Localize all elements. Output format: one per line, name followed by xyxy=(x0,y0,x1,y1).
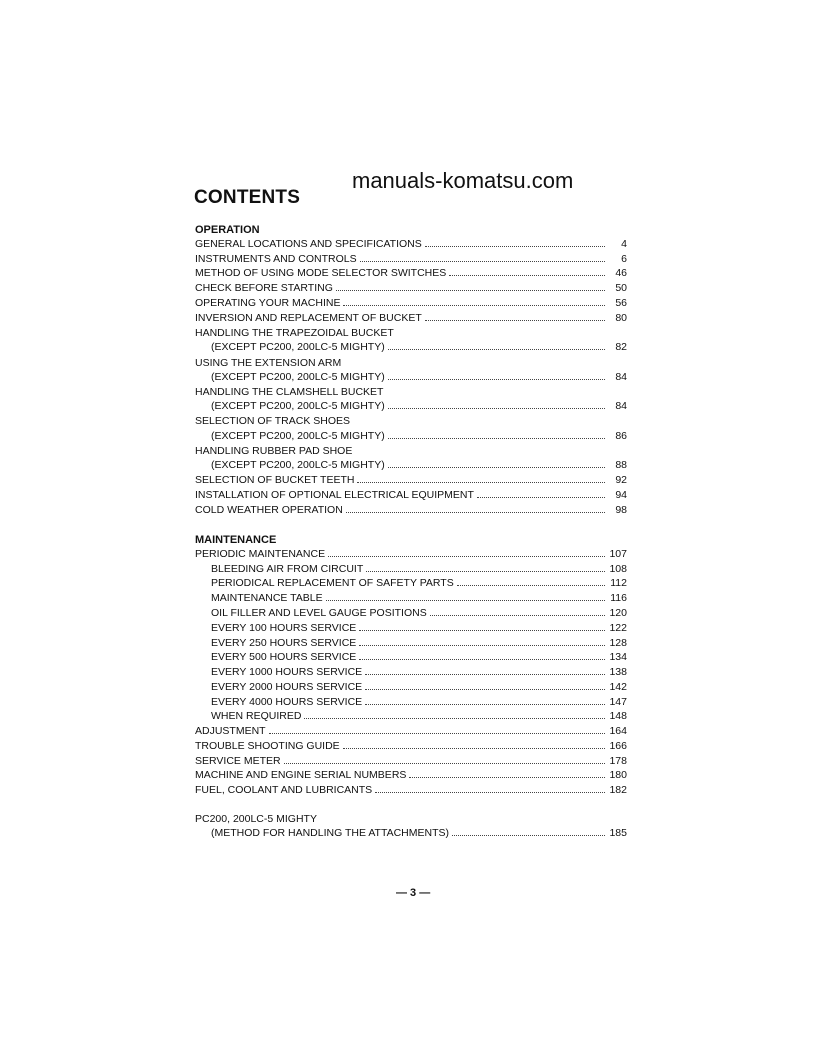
leader-dots xyxy=(388,467,605,468)
entry-text: (EXCEPT PC200, 200LC-5 MIGHTY) xyxy=(211,430,385,442)
entry-text: USING THE EXTENSION ARM xyxy=(195,357,342,369)
entry-text: SELECTION OF BUCKET TEETH xyxy=(195,474,355,486)
leader-dots xyxy=(359,645,605,646)
entry-page: 50 xyxy=(615,282,627,294)
attachments-heading: PC200, 200LC-5 MIGHTY xyxy=(195,813,317,825)
toc-entry xyxy=(211,576,627,590)
leader-dots xyxy=(328,556,605,557)
page-title: CONTENTS xyxy=(194,187,301,208)
entry-text: EVERY 500 HOURS SERVICE xyxy=(211,651,357,663)
entry-page: 46 xyxy=(615,267,627,279)
toc-entry xyxy=(211,458,627,472)
leader-dots xyxy=(452,835,605,836)
entry-page: 80 xyxy=(615,312,627,324)
entry-text: FUEL, COOLANT AND LUBRICANTS xyxy=(195,784,373,796)
entry-page: 148 xyxy=(609,710,627,722)
leader-dots xyxy=(477,497,605,498)
entry-page: 84 xyxy=(615,400,627,412)
entry-page: 166 xyxy=(609,740,627,752)
toc-entry xyxy=(211,562,627,576)
toc-entry xyxy=(211,621,627,635)
entry-text: COLD WEATHER OPERATION xyxy=(195,504,343,516)
toc-entry xyxy=(195,768,627,782)
toc-entry xyxy=(195,488,627,502)
leader-dots xyxy=(388,379,605,380)
entry-text: (METHOD FOR HANDLING THE ATTACHMENTS) xyxy=(211,827,450,839)
toc-entry xyxy=(195,739,627,753)
leader-dots xyxy=(269,733,605,734)
entry-text: OIL FILLER AND LEVEL GAUGE POSITIONS xyxy=(211,607,427,619)
leader-dots xyxy=(388,349,605,350)
entry-text: SERVICE METER xyxy=(195,755,281,767)
leader-dots xyxy=(425,320,605,321)
leader-dots xyxy=(359,630,605,631)
leader-dots xyxy=(359,659,605,660)
leader-dots xyxy=(425,246,605,247)
entry-text: INVERSION AND REPLACEMENT OF BUCKET xyxy=(195,312,422,324)
entry-text: INSTRUMENTS AND CONTROLS xyxy=(195,253,357,265)
entry-page: 164 xyxy=(609,725,627,737)
toc-entry xyxy=(211,695,627,709)
leader-dots xyxy=(457,585,605,586)
entry-text: INSTALLATION OF OPTIONAL ELECTRICAL EQUIPMENT xyxy=(195,489,474,501)
toc-entry xyxy=(195,547,627,561)
leader-dots xyxy=(365,704,605,705)
toc-entry xyxy=(195,356,627,370)
entry-text: GENERAL LOCATIONS AND SPECIFICATIONS xyxy=(195,238,422,250)
leader-dots xyxy=(336,290,605,291)
entry-page: 56 xyxy=(615,297,627,309)
entry-text: MAINTENANCE TABLE xyxy=(211,592,323,604)
entry-text: HANDLING THE CLAMSHELL BUCKET xyxy=(195,386,384,398)
entry-page: 4 xyxy=(621,238,627,250)
toc-entry xyxy=(211,591,627,605)
entry-page: 6 xyxy=(621,253,627,265)
entry-page: 122 xyxy=(609,622,627,634)
leader-dots xyxy=(304,718,605,719)
leader-dots xyxy=(449,275,605,276)
entry-text: PERIODICAL REPLACEMENT OF SAFETY PARTS xyxy=(211,577,454,589)
entry-page: 178 xyxy=(609,755,627,767)
toc-entry xyxy=(211,826,627,840)
entry-text: WHEN REQUIRED xyxy=(211,710,302,722)
leader-dots xyxy=(326,600,605,601)
page-number: — 3 — xyxy=(396,887,431,899)
toc-entry xyxy=(195,754,627,768)
toc-entry xyxy=(211,606,627,620)
leader-dots xyxy=(360,261,605,262)
entry-page: 116 xyxy=(610,592,627,604)
leader-dots xyxy=(346,512,605,513)
toc-entry xyxy=(211,429,627,443)
toc-entry xyxy=(195,503,627,517)
toc-entry xyxy=(195,444,627,458)
entry-text: METHOD OF USING MODE SELECTOR SWITCHES xyxy=(195,267,447,279)
entry-text: EVERY 1000 HOURS SERVICE xyxy=(211,666,363,678)
toc-entry xyxy=(211,650,627,664)
entry-text: OPERATING YOUR MACHINE xyxy=(195,297,341,309)
leader-dots xyxy=(365,674,605,675)
toc-entry xyxy=(211,680,627,694)
entry-page: 180 xyxy=(609,769,627,781)
toc-entry xyxy=(211,665,627,679)
entry-text: EVERY 250 HOURS SERVICE xyxy=(211,637,357,649)
toc-entry xyxy=(195,326,627,340)
leader-dots xyxy=(388,408,605,409)
operation-heading: OPERATION xyxy=(195,224,260,236)
toc-entry xyxy=(195,385,627,399)
entry-page: 182 xyxy=(609,784,627,796)
toc-entry xyxy=(195,311,627,325)
toc-entry xyxy=(195,281,627,295)
entry-text: (EXCEPT PC200, 200LC-5 MIGHTY) xyxy=(211,400,385,412)
leader-dots xyxy=(430,615,605,616)
toc-entry xyxy=(211,709,627,723)
toc-entry xyxy=(211,636,627,650)
entry-text: EVERY 100 HOURS SERVICE xyxy=(211,622,357,634)
entry-page: 147 xyxy=(609,696,627,708)
leader-dots xyxy=(357,482,605,483)
leader-dots xyxy=(388,438,605,439)
toc-entry xyxy=(195,252,627,266)
leader-dots xyxy=(343,305,605,306)
entry-text: EVERY 2000 HOURS SERVICE xyxy=(211,681,363,693)
entry-text: CHECK BEFORE STARTING xyxy=(195,282,333,294)
entry-text: (EXCEPT PC200, 200LC-5 MIGHTY) xyxy=(211,459,385,471)
leader-dots xyxy=(343,748,605,749)
toc-entry xyxy=(211,340,627,354)
entry-text: TROUBLE SHOOTING GUIDE xyxy=(195,740,340,752)
entry-page: 142 xyxy=(609,681,627,693)
entry-page: 92 xyxy=(615,474,627,486)
entry-page: 138 xyxy=(609,666,627,678)
entry-text: HANDLING THE TRAPEZOIDAL BUCKET xyxy=(195,327,394,339)
entry-page: 112 xyxy=(610,577,627,589)
entry-text: PERIODIC MAINTENANCE xyxy=(195,548,326,560)
entry-page: 82 xyxy=(615,341,627,353)
toc-entry xyxy=(195,724,627,738)
toc-entry xyxy=(195,237,627,251)
toc-entry xyxy=(195,783,627,797)
entry-text: BLEEDING AIR FROM CIRCUIT xyxy=(211,563,364,575)
entry-page: 84 xyxy=(615,371,627,383)
toc-entry xyxy=(195,812,627,826)
entry-page: 107 xyxy=(609,548,627,560)
leader-dots xyxy=(409,777,605,778)
entry-page: 185 xyxy=(609,827,627,839)
entry-text: HANDLING RUBBER PAD SHOE xyxy=(195,445,353,457)
toc-entry xyxy=(195,266,627,280)
entry-page: 134 xyxy=(609,651,627,663)
toc-entry xyxy=(211,399,627,413)
entry-text: ADJUSTMENT xyxy=(195,725,266,737)
entry-page: 94 xyxy=(615,489,627,501)
toc-entry xyxy=(195,473,627,487)
toc-entry xyxy=(195,414,627,428)
entry-page: 98 xyxy=(615,504,627,516)
entry-page: 88 xyxy=(615,459,627,471)
toc-entry xyxy=(211,370,627,384)
entry-page: 128 xyxy=(609,637,627,649)
leader-dots xyxy=(366,571,605,572)
entry-page: 120 xyxy=(609,607,627,619)
entry-text: (EXCEPT PC200, 200LC-5 MIGHTY) xyxy=(211,341,385,353)
entry-text: SELECTION OF TRACK SHOES xyxy=(195,415,351,427)
entry-page: 108 xyxy=(609,563,627,575)
leader-dots xyxy=(375,792,605,793)
watermark: manuals-komatsu.com xyxy=(352,168,574,193)
leader-dots xyxy=(365,689,605,690)
leader-dots xyxy=(284,763,605,764)
entry-text: EVERY 4000 HOURS SERVICE xyxy=(211,696,363,708)
entry-text: (EXCEPT PC200, 200LC-5 MIGHTY) xyxy=(211,371,385,383)
maintenance-heading: MAINTENANCE xyxy=(195,534,277,546)
entry-page: 86 xyxy=(615,430,627,442)
toc-entry xyxy=(195,296,627,310)
entry-text: MACHINE AND ENGINE SERIAL NUMBERS xyxy=(195,769,407,781)
